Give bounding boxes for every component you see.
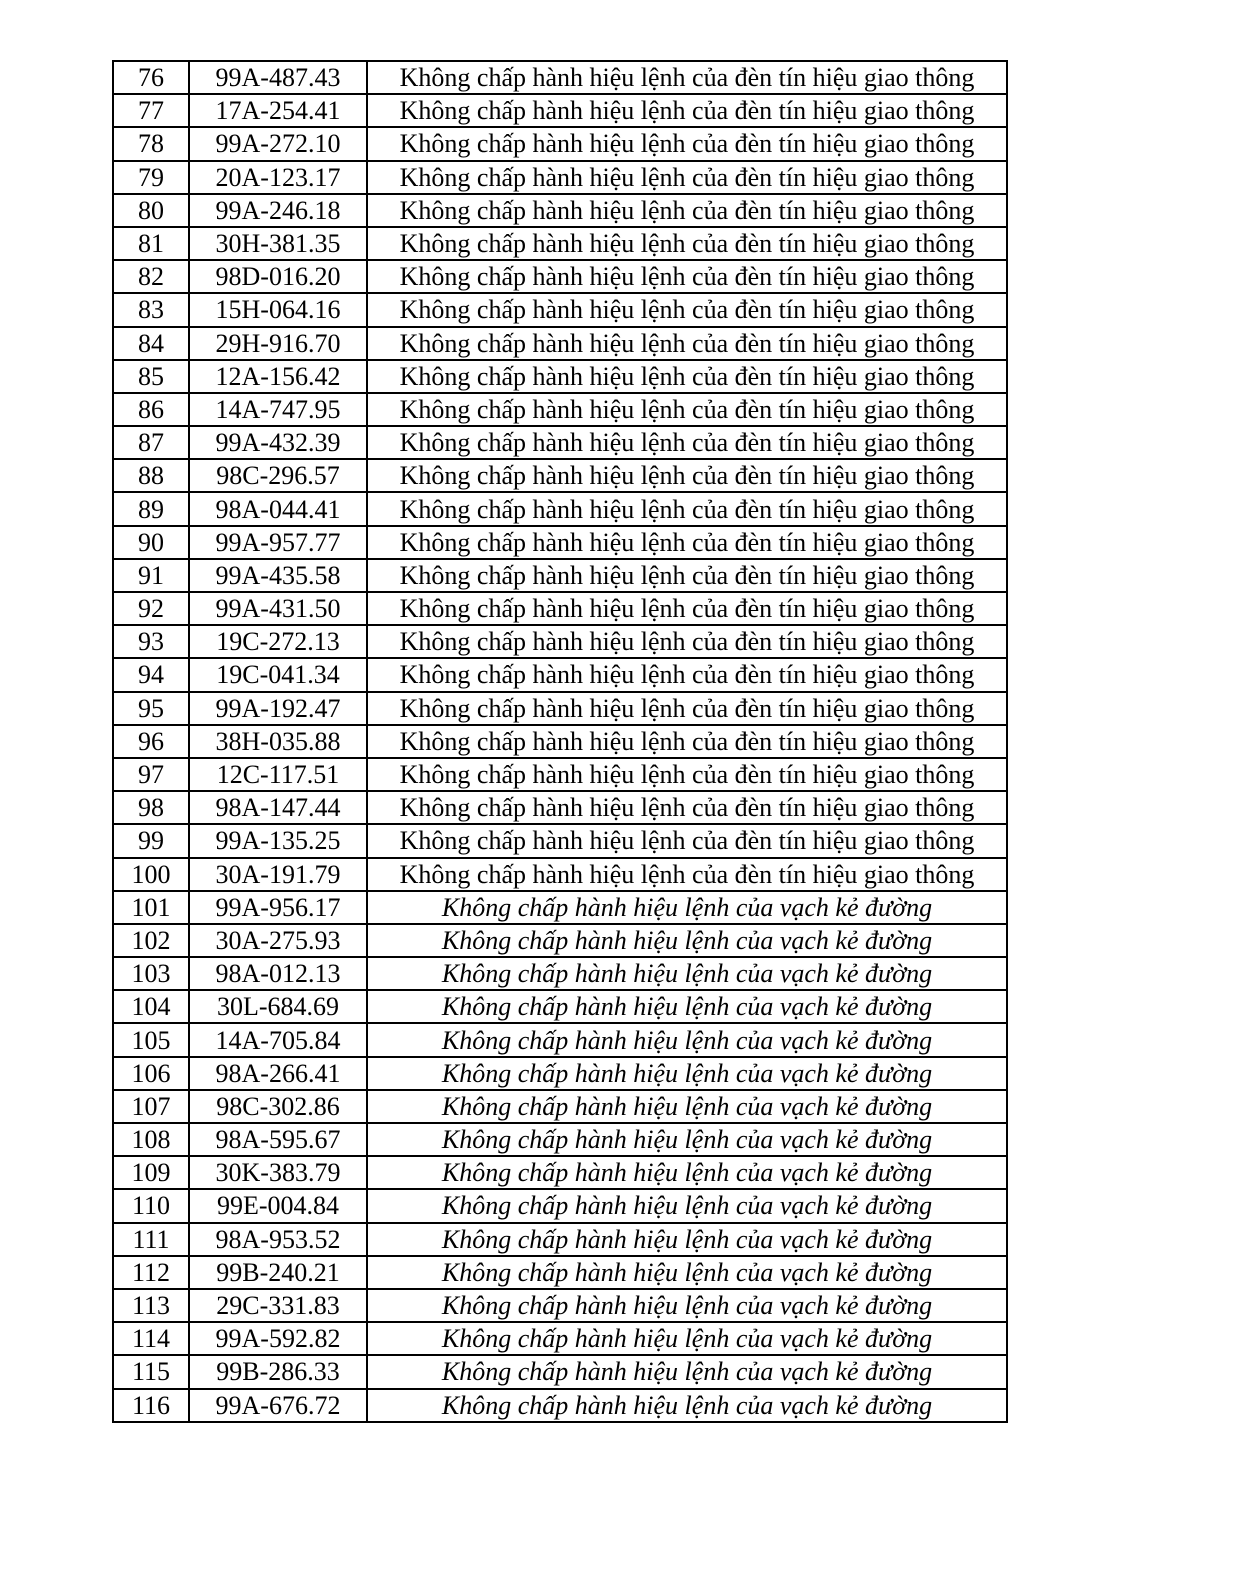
violation-description-cell: Không chấp hành hiệu lệnh của đèn tín hiệu giao thông: [367, 559, 1007, 592]
violation-description-cell: Không chấp hành hiệu lệnh của đèn tín hiệu giao thông: [367, 194, 1007, 227]
violation-description-cell: Không chấp hành hiệu lệnh của vạch kẻ đường: [367, 1322, 1007, 1355]
license-plate-cell: 17A-254.41: [189, 94, 367, 127]
row-number-cell: 104: [113, 990, 189, 1023]
row-number-cell: 116: [113, 1389, 189, 1422]
violations-table-body: [113, 61, 1007, 1422]
row-number-cell: 114: [113, 1322, 189, 1355]
row-number-cell: 99: [113, 824, 189, 857]
row-number-cell: 76: [113, 61, 189, 94]
violation-description-cell: Không chấp hành hiệu lệnh của đèn tín hiệu giao thông: [367, 592, 1007, 625]
row-number-cell: 97: [113, 758, 189, 791]
table-row: [113, 791, 1007, 824]
row-number-cell: 112: [113, 1256, 189, 1289]
row-number-cell: 107: [113, 1090, 189, 1123]
table-row: [113, 559, 1007, 592]
violation-description-cell: Không chấp hành hiệu lệnh của vạch kẻ đường: [367, 1156, 1007, 1189]
row-number-cell: 102: [113, 924, 189, 957]
table-row: [113, 625, 1007, 658]
table-row: [113, 692, 1007, 725]
row-number-cell: 110: [113, 1189, 189, 1222]
license-plate-cell: 99B-286.33: [189, 1355, 367, 1388]
table-row: [113, 127, 1007, 160]
row-number-cell: 113: [113, 1289, 189, 1322]
table-row: [113, 61, 1007, 94]
row-number-cell: 77: [113, 94, 189, 127]
violation-description-cell: Không chấp hành hiệu lệnh của đèn tín hiệu giao thông: [367, 526, 1007, 559]
table-row: [113, 824, 1007, 857]
license-plate-cell: 14A-705.84: [189, 1023, 367, 1056]
violation-description-cell: Không chấp hành hiệu lệnh của đèn tín hiệu giao thông: [367, 625, 1007, 658]
row-number-cell: 80: [113, 194, 189, 227]
row-number-cell: 78: [113, 127, 189, 160]
license-plate-cell: 98C-296.57: [189, 459, 367, 492]
license-plate-cell: 29H-916.70: [189, 327, 367, 360]
license-plate-cell: 30H-381.35: [189, 227, 367, 260]
violation-description-cell: Không chấp hành hiệu lệnh của vạch kẻ đường: [367, 1355, 1007, 1388]
violation-description-cell: Không chấp hành hiệu lệnh của vạch kẻ đường: [367, 1189, 1007, 1222]
table-row: [113, 1189, 1007, 1222]
license-plate-cell: 99A-432.39: [189, 426, 367, 459]
license-plate-cell: 99A-956.17: [189, 891, 367, 924]
violation-description-cell: Không chấp hành hiệu lệnh của đèn tín hiệu giao thông: [367, 692, 1007, 725]
table-row: [113, 1355, 1007, 1388]
violation-description-cell: Không chấp hành hiệu lệnh của vạch kẻ đường: [367, 990, 1007, 1023]
violation-description-cell: Không chấp hành hiệu lệnh của đèn tín hiệu giao thông: [367, 725, 1007, 758]
violation-description-cell: Không chấp hành hiệu lệnh của vạch kẻ đường: [367, 1389, 1007, 1422]
violation-description-cell: Không chấp hành hiệu lệnh của đèn tín hiệu giao thông: [367, 327, 1007, 360]
violation-description-cell: Không chấp hành hiệu lệnh của đèn tín hiệu giao thông: [367, 94, 1007, 127]
license-plate-cell: 30A-191.79: [189, 858, 367, 891]
violation-description-cell: Không chấp hành hiệu lệnh của vạch kẻ đường: [367, 1123, 1007, 1156]
table-row: [113, 526, 1007, 559]
license-plate-cell: 98A-266.41: [189, 1057, 367, 1090]
table-row: [113, 1389, 1007, 1422]
row-number-cell: 88: [113, 459, 189, 492]
violation-description-cell: Không chấp hành hiệu lệnh của đèn tín hiệu giao thông: [367, 260, 1007, 293]
row-number-cell: 85: [113, 360, 189, 393]
table-row: [113, 592, 1007, 625]
row-number-cell: 115: [113, 1355, 189, 1388]
table-row: [113, 327, 1007, 360]
row-number-cell: 109: [113, 1156, 189, 1189]
table-row: [113, 1322, 1007, 1355]
license-plate-cell: 98A-147.44: [189, 791, 367, 824]
table-row: [113, 1289, 1007, 1322]
license-plate-cell: 29C-331.83: [189, 1289, 367, 1322]
row-number-cell: 91: [113, 559, 189, 592]
violation-description-cell: Không chấp hành hiệu lệnh của đèn tín hiệu giao thông: [367, 227, 1007, 260]
violation-description-cell: Không chấp hành hiệu lệnh của đèn tín hiệu giao thông: [367, 360, 1007, 393]
violation-description-cell: Không chấp hành hiệu lệnh của vạch kẻ đường: [367, 1223, 1007, 1256]
row-number-cell: 96: [113, 725, 189, 758]
license-plate-cell: 38H-035.88: [189, 725, 367, 758]
violation-description-cell: Không chấp hành hiệu lệnh của đèn tín hiệu giao thông: [367, 426, 1007, 459]
row-number-cell: 79: [113, 161, 189, 194]
row-number-cell: 108: [113, 1123, 189, 1156]
table-row: [113, 658, 1007, 691]
violation-description-cell: Không chấp hành hiệu lệnh của vạch kẻ đường: [367, 1289, 1007, 1322]
violation-description-cell: Không chấp hành hiệu lệnh của đèn tín hiệu giao thông: [367, 459, 1007, 492]
violation-description-cell: Không chấp hành hiệu lệnh của đèn tín hiệu giao thông: [367, 393, 1007, 426]
table-row: [113, 1023, 1007, 1056]
table-row: [113, 1090, 1007, 1123]
row-number-cell: 103: [113, 957, 189, 990]
violation-description-cell: Không chấp hành hiệu lệnh của vạch kẻ đường: [367, 957, 1007, 990]
table-row: [113, 227, 1007, 260]
violation-description-cell: Không chấp hành hiệu lệnh của đèn tín hiệu giao thông: [367, 293, 1007, 326]
violation-description-cell: Không chấp hành hiệu lệnh của đèn tín hiệu giao thông: [367, 161, 1007, 194]
license-plate-cell: 99A-957.77: [189, 526, 367, 559]
table-row: [113, 725, 1007, 758]
table-row: [113, 293, 1007, 326]
license-plate-cell: 30A-275.93: [189, 924, 367, 957]
row-number-cell: 83: [113, 293, 189, 326]
row-number-cell: 111: [113, 1223, 189, 1256]
violation-description-cell: Không chấp hành hiệu lệnh của đèn tín hiệu giao thông: [367, 61, 1007, 94]
row-number-cell: 81: [113, 227, 189, 260]
violation-description-cell: Không chấp hành hiệu lệnh của vạch kẻ đường: [367, 1023, 1007, 1056]
row-number-cell: 84: [113, 327, 189, 360]
license-plate-cell: 12A-156.42: [189, 360, 367, 393]
license-plate-cell: 15H-064.16: [189, 293, 367, 326]
table-row: [113, 758, 1007, 791]
license-plate-cell: 99E-004.84: [189, 1189, 367, 1222]
violation-description-cell: Không chấp hành hiệu lệnh của vạch kẻ đường: [367, 891, 1007, 924]
table-row: [113, 194, 1007, 227]
violation-description-cell: Không chấp hành hiệu lệnh của vạch kẻ đường: [367, 1057, 1007, 1090]
license-plate-cell: 12C-117.51: [189, 758, 367, 791]
table-row: [113, 957, 1007, 990]
table-row: [113, 94, 1007, 127]
violation-description-cell: Không chấp hành hiệu lệnh của đèn tín hiệu giao thông: [367, 658, 1007, 691]
violation-description-cell: Không chấp hành hiệu lệnh của đèn tín hiệu giao thông: [367, 824, 1007, 857]
table-row: [113, 1223, 1007, 1256]
table-row: [113, 260, 1007, 293]
license-plate-cell: 30L-684.69: [189, 990, 367, 1023]
license-plate-cell: 19C-041.34: [189, 658, 367, 691]
violation-description-cell: Không chấp hành hiệu lệnh của đèn tín hiệu giao thông: [367, 858, 1007, 891]
license-plate-cell: 98D-016.20: [189, 260, 367, 293]
license-plate-cell: 99A-592.82: [189, 1322, 367, 1355]
violation-description-cell: Không chấp hành hiệu lệnh của vạch kẻ đường: [367, 924, 1007, 957]
row-number-cell: 89: [113, 492, 189, 525]
row-number-cell: 82: [113, 260, 189, 293]
table-row: [113, 360, 1007, 393]
license-plate-cell: 30K-383.79: [189, 1156, 367, 1189]
table-row: [113, 924, 1007, 957]
row-number-cell: 106: [113, 1057, 189, 1090]
license-plate-cell: 99A-246.18: [189, 194, 367, 227]
license-plate-cell: 98C-302.86: [189, 1090, 367, 1123]
license-plate-cell: 20A-123.17: [189, 161, 367, 194]
row-number-cell: 100: [113, 858, 189, 891]
license-plate-cell: 99A-676.72: [189, 1389, 367, 1422]
row-number-cell: 101: [113, 891, 189, 924]
license-plate-cell: 99A-487.43: [189, 61, 367, 94]
license-plate-cell: 98A-012.13: [189, 957, 367, 990]
violation-description-cell: Không chấp hành hiệu lệnh của vạch kẻ đường: [367, 1090, 1007, 1123]
license-plate-cell: 99A-272.10: [189, 127, 367, 160]
table-row: [113, 1123, 1007, 1156]
row-number-cell: 95: [113, 692, 189, 725]
row-number-cell: 93: [113, 625, 189, 658]
violation-description-cell: Không chấp hành hiệu lệnh của đèn tín hiệu giao thông: [367, 791, 1007, 824]
license-plate-cell: 98A-595.67: [189, 1123, 367, 1156]
table-row: [113, 393, 1007, 426]
license-plate-cell: 99A-192.47: [189, 692, 367, 725]
table-row: [113, 426, 1007, 459]
table-row: [113, 990, 1007, 1023]
row-number-cell: 105: [113, 1023, 189, 1056]
license-plate-cell: 19C-272.13: [189, 625, 367, 658]
row-number-cell: 86: [113, 393, 189, 426]
license-plate-cell: 99B-240.21: [189, 1256, 367, 1289]
table-row: [113, 1256, 1007, 1289]
table-row: [113, 858, 1007, 891]
violation-description-cell: Không chấp hành hiệu lệnh của đèn tín hiệu giao thông: [367, 758, 1007, 791]
violation-description-cell: Không chấp hành hiệu lệnh của đèn tín hiệu giao thông: [367, 492, 1007, 525]
violation-description-cell: Không chấp hành hiệu lệnh của đèn tín hiệu giao thông: [367, 127, 1007, 160]
license-plate-cell: 99A-435.58: [189, 559, 367, 592]
violations-table: [112, 60, 1008, 1423]
table-row: [113, 1057, 1007, 1090]
table-row: [113, 161, 1007, 194]
row-number-cell: 90: [113, 526, 189, 559]
table-row: [113, 1156, 1007, 1189]
violation-description-cell: Không chấp hành hiệu lệnh của vạch kẻ đường: [367, 1256, 1007, 1289]
license-plate-cell: 98A-953.52: [189, 1223, 367, 1256]
table-row: [113, 492, 1007, 525]
license-plate-cell: 14A-747.95: [189, 393, 367, 426]
table-row: [113, 891, 1007, 924]
license-plate-cell: 99A-431.50: [189, 592, 367, 625]
row-number-cell: 92: [113, 592, 189, 625]
license-plate-cell: 99A-135.25: [189, 824, 367, 857]
row-number-cell: 94: [113, 658, 189, 691]
row-number-cell: 98: [113, 791, 189, 824]
row-number-cell: 87: [113, 426, 189, 459]
table-row: [113, 459, 1007, 492]
license-plate-cell: 98A-044.41: [189, 492, 367, 525]
